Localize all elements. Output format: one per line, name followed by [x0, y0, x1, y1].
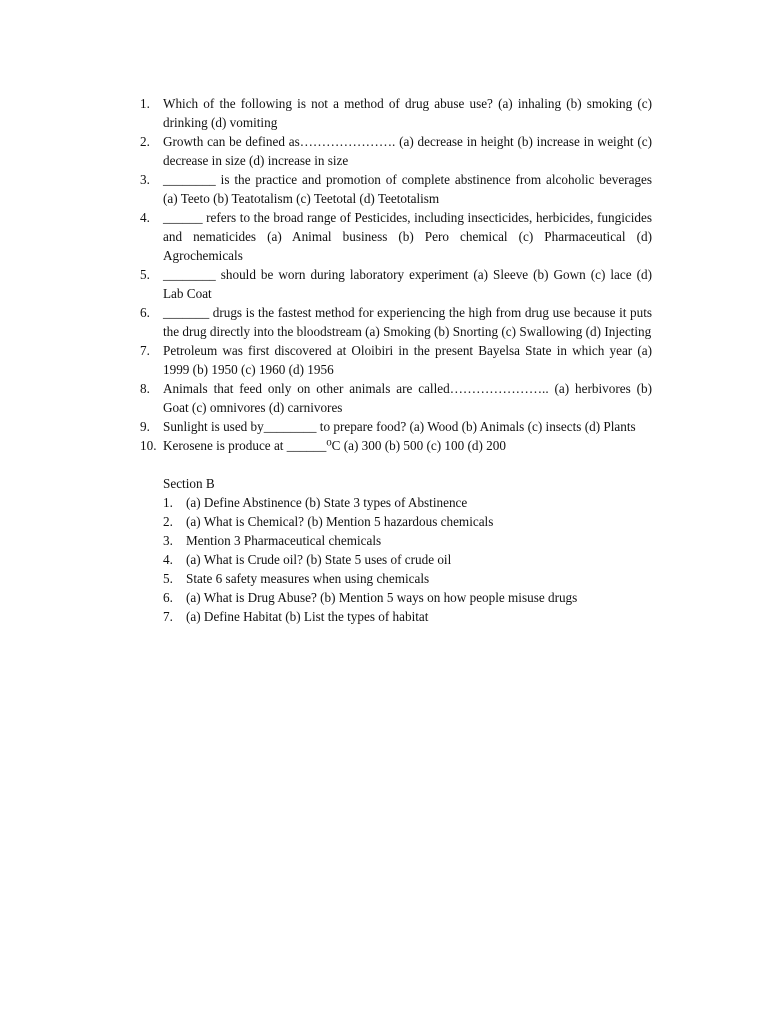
question-number: 7. — [163, 609, 173, 624]
question-number: 3. — [163, 533, 173, 548]
question-item — [140, 132, 652, 170]
question-number: 1. — [163, 495, 173, 510]
question-item — [140, 379, 652, 417]
question-text: Which of the following is not a method of drug abuse use? (a) inhaling (b) smoking (c) drinking (d) vomiting — [163, 96, 652, 130]
question-item — [140, 170, 652, 208]
question-text: (a) What is Drug Abuse? (b) Mention 5 ways on how people misuse drugs — [186, 590, 578, 605]
question-text: Kerosene is produce at ______⁰C (a) 300 (b) 500 (c) 100 (d) 200 — [163, 438, 506, 453]
question-text: (a) Define Abstinence (b) State 3 types of Abstinence — [186, 495, 468, 510]
question-item — [140, 303, 652, 341]
question-number: 5. — [140, 267, 150, 282]
question-number: 1. — [140, 96, 150, 111]
theory-question-item — [163, 493, 652, 512]
question-item — [140, 94, 652, 132]
question-text: ________ is the practice and promotion of complete abstinence from alcoholic beverages (a) Teeto (b) Teatotalism (c) Teetotal (d) Teetotalism — [163, 172, 652, 206]
question-number: 6. — [140, 305, 150, 320]
question-number: 9. — [140, 419, 150, 434]
section-b-question-list — [163, 493, 652, 626]
question-item — [140, 436, 652, 455]
section-a-question-list — [140, 94, 652, 455]
section-b — [140, 474, 652, 626]
question-text: (a) Define Habitat (b) List the types of habitat — [186, 609, 429, 624]
question-text: ______ refers to the broad range of Pesticides, including insecticides, herbicides, fungicides and nematicides (a) Animal business (b) Pero chemical (c) Pharmaceutical (d) Agrochemicals — [163, 210, 652, 263]
question-number: 2. — [140, 134, 150, 149]
theory-question-item — [163, 550, 652, 569]
question-number: 8. — [140, 381, 150, 396]
question-number: 2. — [163, 514, 173, 529]
question-item — [140, 265, 652, 303]
question-item — [140, 417, 652, 436]
question-number: 6. — [163, 590, 173, 605]
question-text: State 6 safety measures when using chemicals — [186, 571, 430, 586]
document-content — [140, 94, 652, 626]
question-text: (a) What is Chemical? (b) Mention 5 hazardous chemicals — [186, 514, 494, 529]
theory-question-item — [163, 569, 652, 588]
question-text: Petroleum was first discovered at Oloibiri in the present Bayelsa State in which year (a) 1999 (b) 1950 (c) 1960 (d) 1956 — [163, 343, 652, 377]
theory-question-item — [163, 588, 652, 607]
question-text: Animals that feed only on other animals are called………………….. (a) herbivores (b) Goat (c) omnivores (d) carnivores — [163, 381, 652, 415]
question-number: 10. — [140, 438, 157, 453]
question-text: (a) What is Crude oil? (b) State 5 uses of crude oil — [186, 552, 452, 567]
theory-question-item — [163, 512, 652, 531]
question-item — [140, 208, 652, 265]
question-text: ________ should be worn during laboratory experiment (a) Sleeve (b) Gown (c) lace (d) Lab Coat — [163, 267, 652, 301]
question-item — [140, 341, 652, 379]
theory-question-item — [163, 531, 652, 550]
question-text: _______ drugs is the fastest method for experiencing the high from drug use because it puts the drug directly into the bloodstream (a) Smoking (b) Snorting (c) Swallowing (d) Injecting — [163, 305, 652, 339]
question-number: 5. — [163, 571, 173, 586]
question-text: Sunlight is used by________ to prepare food? (a) Wood (b) Animals (c) insects (d) Plants — [163, 419, 636, 434]
question-number: 3. — [140, 172, 150, 187]
question-text: Mention 3 Pharmaceutical chemicals — [186, 533, 382, 548]
theory-question-item — [163, 607, 652, 626]
section-b-heading: Section B — [163, 476, 215, 491]
question-number: 4. — [163, 552, 173, 567]
question-number: 4. — [140, 210, 150, 225]
question-number: 7. — [140, 343, 150, 358]
question-text: Growth can be defined as…………………. (a) decrease in height (b) increase in weight (c) decrease in size (d) increase in size — [163, 134, 652, 168]
